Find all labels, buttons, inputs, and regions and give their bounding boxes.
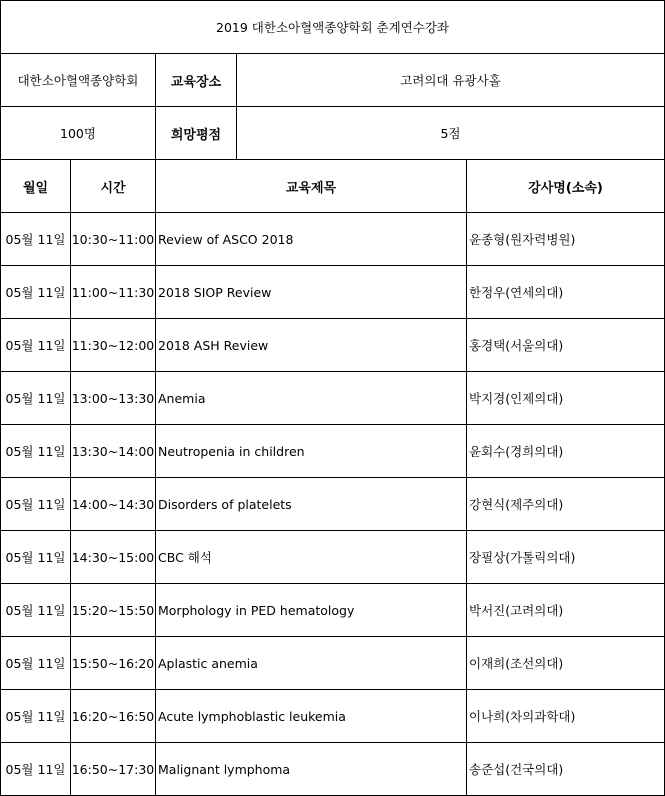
row-subject: Disorders of platelets [155,477,467,531]
row-subject: 2018 SIOP Review [155,265,467,319]
row-lecturer: 윤회수(경희의대) [466,424,665,478]
sheet-title: 2019 대한소아혈액종양학회 춘계연수강좌 [0,0,665,54]
row-date: 05월 11일 [0,371,71,425]
row-subject: Neutropenia in children [155,424,467,478]
header-subject: 교육제목 [155,159,467,213]
row-lecturer: 이재희(조선의대) [466,636,665,690]
row-time: 15:20~15:50 [70,583,156,637]
row-time: 13:00~13:30 [70,371,156,425]
row-date: 05월 11일 [0,424,71,478]
row-time: 15:50~16:20 [70,636,156,690]
row-time: 14:30~15:00 [70,530,156,584]
row-date: 05월 11일 [0,265,71,319]
row-lecturer: 이나희(차의과학대) [466,689,665,743]
row-lecturer: 박지경(인제의대) [466,371,665,425]
row-subject: Morphology in PED hematology [155,583,467,637]
row-subject: CBC 해석 [155,530,467,584]
capacity-cell: 100명 [0,106,156,160]
row-subject: Anemia [155,371,467,425]
row-time: 11:30~12:00 [70,318,156,372]
row-lecturer: 강현식(제주의대) [466,477,665,531]
row-subject: Review of ASCO 2018 [155,212,467,266]
organizer-cell: 대한소아혈액종양학회 [0,53,156,107]
row-lecturer: 홍경택(서울의대) [466,318,665,372]
row-date: 05월 11일 [0,636,71,690]
row-date: 05월 11일 [0,742,71,796]
venue-label: 교육장소 [155,53,237,107]
row-time: 16:50~17:30 [70,742,156,796]
points-label: 희망평점 [155,106,237,160]
row-lecturer: 장필상(가톨릭의대) [466,530,665,584]
row-subject: Malignant lymphoma [155,742,467,796]
row-time: 10:30~11:00 [70,212,156,266]
row-time: 11:00~11:30 [70,265,156,319]
row-date: 05월 11일 [0,689,71,743]
header-time: 시간 [70,159,156,213]
row-lecturer: 박서진(고려의대) [466,583,665,637]
points-value: 5점 [236,106,665,160]
row-date: 05월 11일 [0,583,71,637]
header-lecturer: 강사명(소속) [466,159,665,213]
venue-value: 고려의대 유광사홀 [236,53,665,107]
row-subject: 2018 ASH Review [155,318,467,372]
row-date: 05월 11일 [0,212,71,266]
row-time: 16:20~16:50 [70,689,156,743]
row-lecturer: 윤종형(원자력병원) [466,212,665,266]
row-subject: Acute lymphoblastic leukemia [155,689,467,743]
row-time: 13:30~14:00 [70,424,156,478]
row-lecturer: 송준섭(건국의대) [466,742,665,796]
row-date: 05월 11일 [0,530,71,584]
row-subject: Aplastic anemia [155,636,467,690]
header-date: 월일 [0,159,71,213]
row-time: 14:00~14:30 [70,477,156,531]
row-date: 05월 11일 [0,477,71,531]
row-lecturer: 한정우(연세의대) [466,265,665,319]
row-date: 05월 11일 [0,318,71,372]
